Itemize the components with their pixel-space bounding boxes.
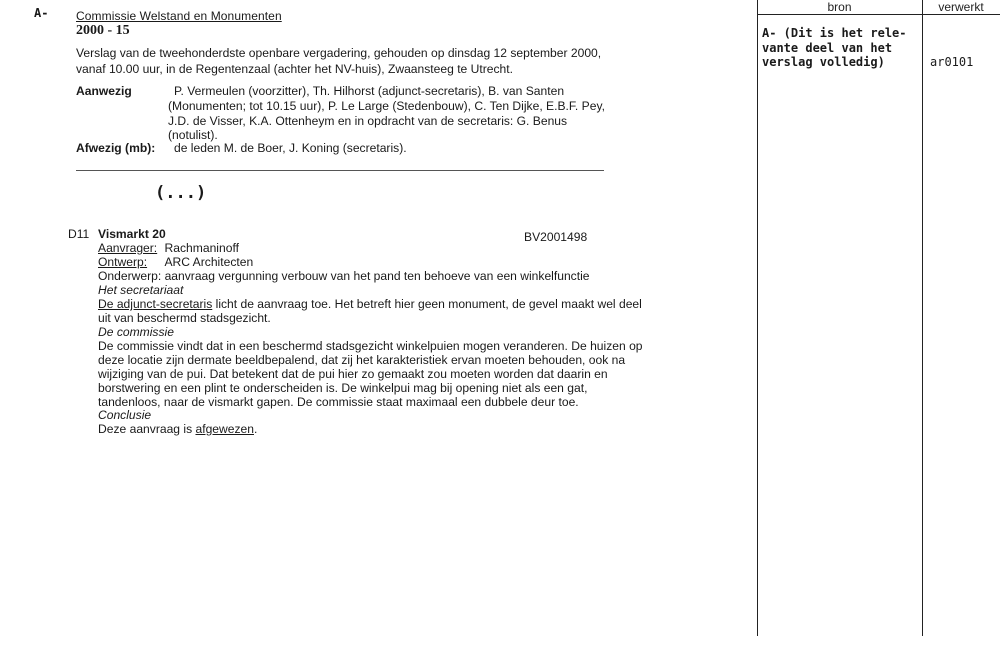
absent-label: Afwezig (mb): (76, 141, 156, 155)
ellipsis-mark: (...) (155, 183, 207, 203)
present-line: J.D. de Visser, K.A. Ottenheym en in opdracht van de secretaris: G. Benus (168, 114, 568, 128)
present-line: P. Vermeulen (voorzitter), Th. Hilhorst (adjunct-secretaris), B. van Santen (174, 84, 565, 98)
conclusion-end: . (253, 422, 258, 436)
commission-line: borstwering en een plint te onderscheiden is. De winkelpui mag bij opening niet als een gat, (98, 381, 588, 395)
column-header-processed: verwerkt (938, 0, 984, 14)
subject-row (98, 269, 590, 284)
commission-line: De commissie vindt dat in een beschermd stadsgezicht winkelpuien mogen veranderen. De huizen op (98, 339, 643, 353)
committee-title: Commissie Welstand en Monumenten (76, 9, 282, 23)
design-label: Ontwerp: (98, 255, 148, 269)
present-line: (Monumenten; tot 10.15 uur), P. Le Large (Stedenbouw), C. Ten Dijke, E.B.F. Pey, (168, 99, 605, 113)
register-source-note (762, 26, 907, 70)
intro-line-2: vanaf 10.00 uur, in de Regentenzaal (achter het NV-huis), Zwaansteeg te Utrecht. (76, 62, 513, 76)
conclusion-heading: Conclusie (98, 408, 152, 422)
secretariat-heading: Het secretariaat (98, 283, 184, 297)
intro-line-1: Verslag van de tweehonderdste openbare vergadering, gehouden op dinsdag 12 september 2000, (76, 46, 602, 60)
source-note-line: A- (Dit is het rele- (762, 26, 907, 40)
applicant-value: Rachmaninoff (164, 241, 239, 255)
register-header-line (757, 14, 1000, 15)
secretariat-text: licht de aanvraag toe. Het betreft hier geen monument, de gevel maakt wel deel (212, 297, 642, 311)
conclusion-lead: Deze aanvraag is (98, 422, 196, 436)
source-note-line: vante deel van het (762, 40, 893, 55)
applicant-row (98, 241, 239, 256)
source-note-line: verslag volledig) (762, 55, 885, 69)
item-code: D11 (68, 227, 90, 241)
report-number: 2000 - 15 (76, 23, 130, 38)
conclusion-line (98, 422, 257, 437)
separator-line (76, 170, 604, 171)
commission-heading: De commissie (98, 325, 174, 339)
item-title: Vismarkt 20 (98, 227, 166, 241)
register-processed-value: ar0101 (930, 55, 974, 69)
subject-value: aanvraag vergunning verbouw van het pand ten behoeve van een winkelfunctie (164, 269, 590, 283)
register-left-border (757, 0, 758, 636)
present-line: (notulist). (168, 128, 218, 142)
secretariat-lead: De adjunct-secretaris (98, 297, 213, 311)
design-row (98, 255, 253, 270)
absent-text: de leden M. de Boer, J. Koning (secretaris). (174, 141, 407, 155)
commission-line: deze locatie zijn dermate beeldbepalend, dat zij het karakteristiek ervan moeten behouden, ook na (98, 353, 626, 367)
design-value: ARC Architecten (164, 255, 254, 269)
secretariat-line-1 (98, 297, 642, 312)
column-header-source: bron (827, 0, 852, 14)
register-divider (922, 0, 923, 636)
subject-label: Onderwerp: (98, 269, 162, 283)
commission-line: wijziging van de pui. Dat betekent dat de pui hier zo gemaakt zou moeten worden dat daarin en (98, 367, 608, 381)
applicant-label: Aanvrager: (98, 241, 158, 255)
secretariat-line-2: uit van beschermd stadsgezicht. (98, 311, 271, 325)
conclusion-result: afgewezen (195, 422, 254, 436)
commission-line: tandenloos, naar de vismarkt gapen. De commissie staat maximaal een dubbele deur toe. (98, 395, 579, 409)
present-label: Aanwezig (76, 84, 132, 98)
margin-mark: A- (34, 6, 49, 20)
item-reference: BV2001498 (524, 230, 588, 244)
